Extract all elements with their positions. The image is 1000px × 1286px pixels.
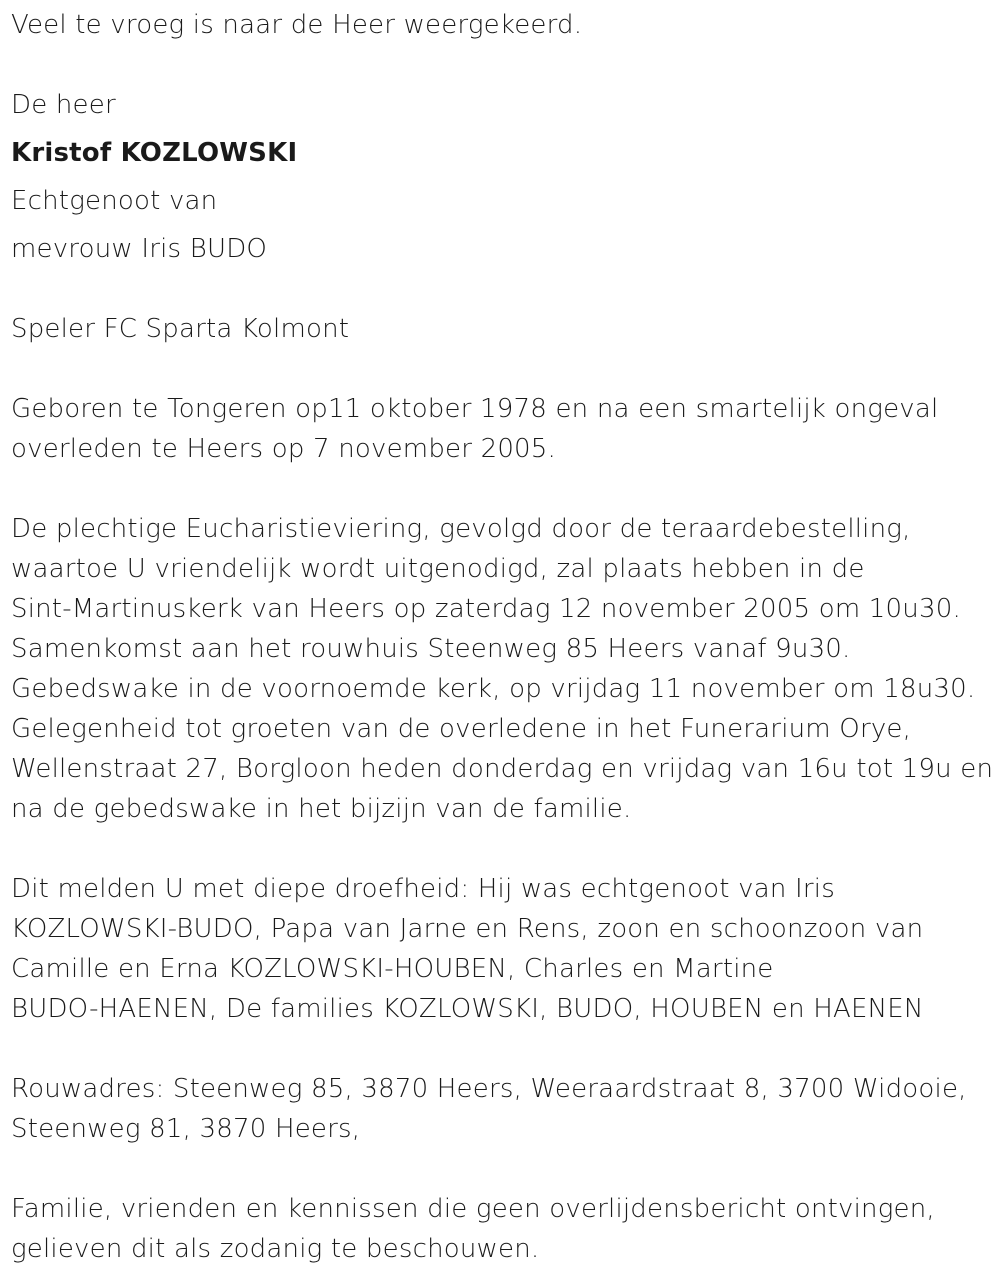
ceremony-line: Wellenstraat 27, Borgloon heden donderdag en vrijdag van 16u tot 19u en	[11, 754, 994, 784]
role-line: Speler FC Sparta Kolmont	[11, 314, 350, 344]
announcement-line: KOZLOWSKI-BUDO, Papa van Jarne en Rens, zoon en schoonzoon van	[11, 914, 924, 944]
address-line: Steenweg 81, 3870 Heers,	[11, 1114, 361, 1144]
spouse-name: mevrouw Iris BUDO	[11, 234, 268, 264]
ceremony-line: na de gebedswake in het bijzijn van de familie.	[11, 794, 632, 824]
address-paragraph	[11, 1069, 996, 1149]
announcement-line: BUDO-HAENEN, De families KOZLOWSKI, BUDO, HOUBEN en HAENEN	[11, 994, 924, 1024]
birth-line: overleden te Heers op 7 november 2005.	[11, 434, 557, 464]
announcement-line: Dit melden U met diepe droefheid: Hij was echtgenoot van Iris	[11, 874, 835, 904]
announcement-paragraph	[11, 869, 996, 1029]
announcement-line: Camille en Erna KOZLOWSKI-HOUBEN, Charles en Martine	[11, 954, 774, 984]
birth-line: Geboren te Tongeren op11 oktober 1978 en na een smartelijk ongeval	[11, 394, 939, 424]
ceremony-line: De plechtige Eucharistieviering, gevolgd door de teraardebestelling,	[11, 514, 911, 544]
intro-line: Veel te vroeg is naar de Heer weergekeerd.	[11, 10, 583, 40]
salutation: De heer	[11, 90, 116, 120]
ceremony-paragraph	[11, 509, 996, 829]
ceremony-line: Samenkomst aan het rouwhuis Steenweg 85 Heers vanaf 9u30.	[11, 634, 851, 664]
closing-line: Familie, vrienden en kennissen die geen overlijdensbericht ontvingen,	[11, 1194, 935, 1224]
closing-paragraph	[11, 1189, 996, 1269]
birth-paragraph	[11, 389, 996, 469]
ceremony-line: Gelegenheid tot groeten van de overledene in het Funerarium Orye,	[11, 714, 912, 744]
deceased-name: Kristof KOZLOWSKI	[11, 138, 298, 168]
ceremony-line: Gebedswake in de voornoemde kerk, op vrijdag 11 november om 18u30.	[11, 674, 976, 704]
address-line: Rouwadres: Steenweg 85, 3870 Heers, Weeraardstraat 8, 3700 Widooie,	[11, 1074, 967, 1104]
spouse-label: Echtgenoot van	[11, 186, 218, 216]
closing-line: gelieven dit als zodanig te beschouwen.	[11, 1234, 540, 1264]
ceremony-line: waartoe U vriendelijk wordt uitgenodigd, zal plaats hebben in de	[11, 554, 865, 584]
ceremony-line: Sint-Martinuskerk van Heers op zaterdag 12 november 2005 om 10u30.	[11, 594, 961, 624]
